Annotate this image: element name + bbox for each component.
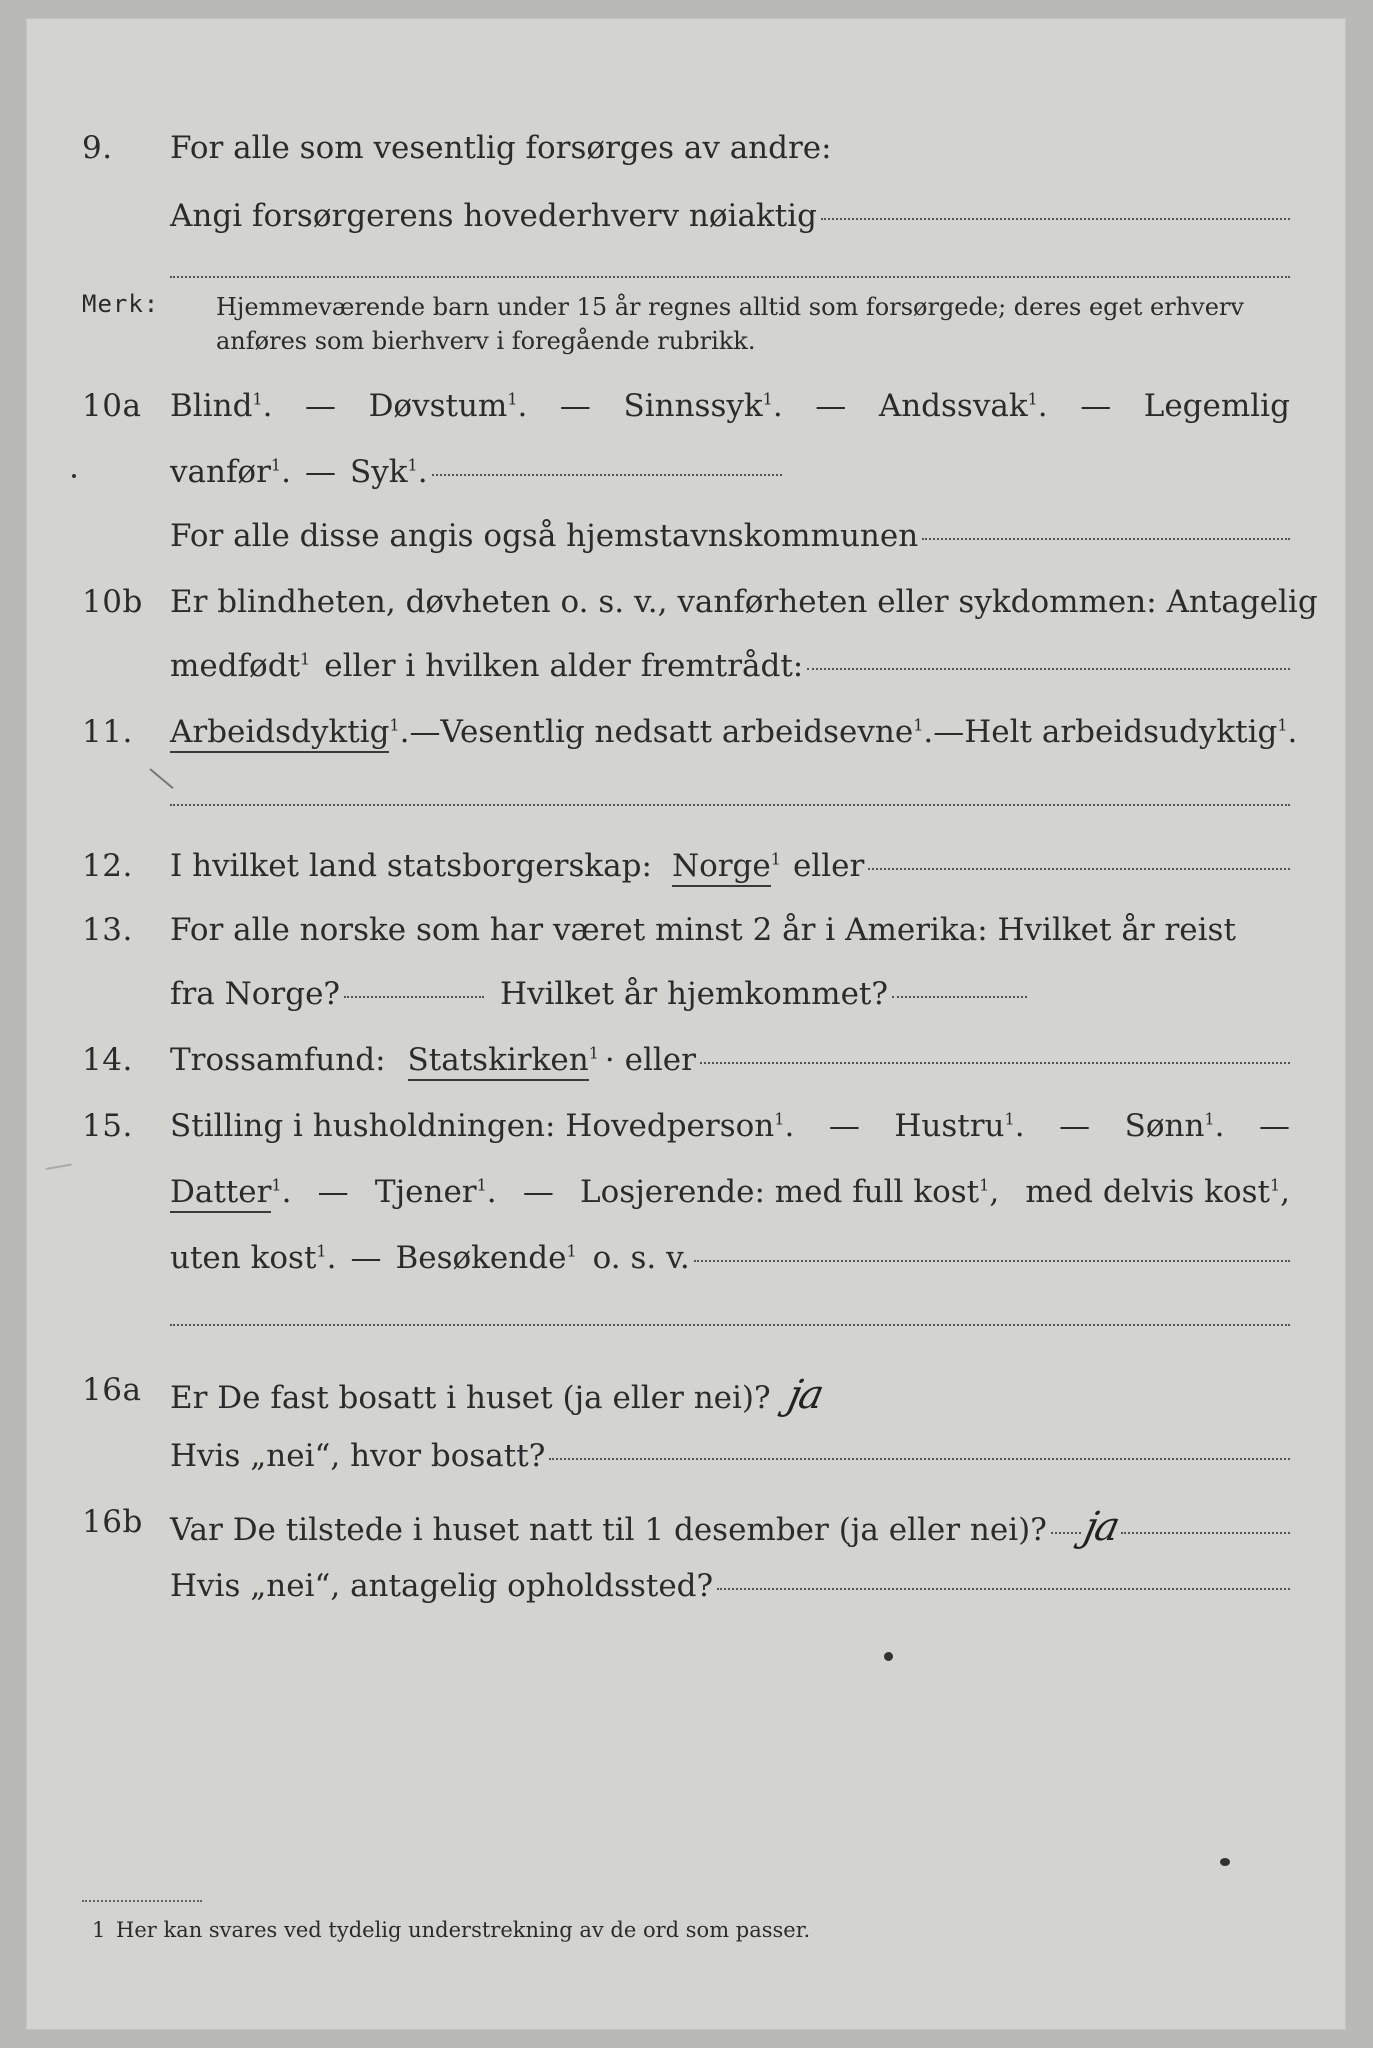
q10a-dash: — xyxy=(305,388,337,424)
q10b-number: 10b xyxy=(82,584,143,620)
q14-line xyxy=(170,1042,1290,1078)
q15-uten: uten kost$^1$. xyxy=(170,1240,337,1276)
q15-dash: — xyxy=(828,1108,860,1144)
q10b-rest: eller i hvilken alder fremtrådt: xyxy=(324,648,804,684)
q13-fra-norge: fra Norge? xyxy=(170,976,341,1012)
q10a-legemlig: Legemlig xyxy=(1143,388,1290,424)
q15-line1 xyxy=(170,1108,1290,1144)
q16b-line1 xyxy=(170,1504,1290,1550)
q16a-text2: Hvis „nei“, hvor bosatt? xyxy=(170,1438,546,1474)
q9-answer-field-extra[interactable] xyxy=(170,276,1290,278)
q16a-text1: Er De fast bosatt i huset (ja eller nei)? xyxy=(170,1380,771,1416)
q11-line xyxy=(170,714,1298,750)
q16b-answer-lead[interactable] xyxy=(1051,1532,1081,1534)
q12-norge: Norge$^1$ xyxy=(672,848,781,884)
q15-dash: — xyxy=(1258,1108,1290,1144)
q10a-dash: — xyxy=(1080,388,1112,424)
q9-text2: Angi forsørgerens hovederhverv nøiaktig xyxy=(170,198,817,234)
q16b-answer-tail[interactable] xyxy=(1121,1532,1290,1534)
q12-text: I hvilket land statsborgerskap: xyxy=(170,848,652,884)
q15-besokende: Besøkende$^1$ xyxy=(395,1240,577,1276)
q13-hjemkommet: Hvilket år hjemkommet? xyxy=(500,976,889,1012)
footnote-mark: 1 xyxy=(92,1918,106,1942)
q12-eller: eller xyxy=(792,848,865,884)
q16a-answer-field[interactable] xyxy=(549,1458,1290,1460)
q10a-dovstum: Døvstum$^1$. xyxy=(368,388,528,424)
q10b-line1: Er blindheten, døvheten o. s. v., vanførheten eller sykdommen: Antagelig xyxy=(170,584,1318,620)
q14-label: Trossamfund: xyxy=(170,1042,386,1078)
ink-speck xyxy=(1220,1858,1230,1866)
q15-hustru: Hustru$^1$. xyxy=(894,1108,1025,1144)
q15-number: 15. xyxy=(82,1108,133,1144)
q13-reist-field[interactable] xyxy=(344,996,484,998)
q13-number: 13. xyxy=(82,912,133,948)
q9-answer-field[interactable] xyxy=(821,218,1290,220)
q10a-dash: — xyxy=(815,388,847,424)
q16b-text2: Hvis „nei“, antagelig opholdssted? xyxy=(170,1568,714,1604)
pencil-mark xyxy=(149,768,173,789)
q10a-line2 xyxy=(170,454,1290,490)
q16b-text1: Var De tilstede i huset natt til 1 desember (ja eller nei)? xyxy=(170,1512,1047,1548)
q15-answer-field-extra[interactable] xyxy=(170,1324,1290,1326)
q15-osv: o. s. v. xyxy=(592,1240,690,1276)
q16a-line1 xyxy=(170,1372,1290,1418)
q9-text-line2 xyxy=(170,198,1290,234)
q10a-text3: For alle disse angis også hjemstavnskommunen xyxy=(170,518,919,554)
q14-statskirken: Statskirken$^1$ xyxy=(408,1042,599,1078)
q10a-line1 xyxy=(170,388,1290,424)
q11-answer-field[interactable] xyxy=(170,804,1290,806)
q12-line xyxy=(170,848,1290,884)
q10a-syk: Syk$^1$. xyxy=(349,454,428,490)
q10a-hjemstavn-field[interactable] xyxy=(922,538,1290,540)
q15-losjerende: Losjerende: med full kost$^1$, xyxy=(580,1174,1000,1210)
q16a-handwritten-answer[interactable]: ja xyxy=(783,1372,826,1418)
q10b-line2 xyxy=(170,648,1290,684)
q16a-line2 xyxy=(170,1438,1290,1474)
q16b-line2 xyxy=(170,1568,1290,1604)
q15-dash: — xyxy=(522,1174,554,1210)
q11-helt: Helt arbeidsudyktig$^1$. xyxy=(964,714,1298,750)
q12-answer-field[interactable] xyxy=(868,868,1290,870)
q9-number: 9. xyxy=(82,130,113,166)
merk-label: Merk: xyxy=(82,290,160,318)
q10a-vanfor: vanfør$^1$. xyxy=(170,454,291,490)
q10b-medfodt: medfødt$^1$ xyxy=(170,648,311,684)
q16b-answer-field[interactable] xyxy=(717,1588,1290,1590)
q12-number: 12. xyxy=(82,848,133,884)
q15-datter: Datter$^1$. xyxy=(170,1174,291,1210)
footnote xyxy=(92,1918,811,1942)
q15-hovedperson: Stilling i husholdningen: Hovedperson$^1$. xyxy=(170,1108,795,1144)
q13-line2 xyxy=(170,976,1290,1012)
q9-text-line1: For alle som vesentlig forsørges av andre: xyxy=(170,130,832,166)
q10a-dash: — xyxy=(559,388,591,424)
q15-dash: — xyxy=(317,1174,349,1210)
q10a-syk-field[interactable] xyxy=(432,474,782,476)
pencil-mark xyxy=(46,1164,72,1170)
footnote-rule xyxy=(82,1900,202,1902)
q14-answer-field[interactable] xyxy=(700,1062,1290,1064)
q10a-blind: Blind$^1$. xyxy=(170,388,273,424)
q15-line3 xyxy=(170,1240,1290,1276)
q15-delvis: med delvis kost$^1$, xyxy=(1025,1174,1290,1210)
merk-line1: Hjemmeværende barn under 15 år regnes alltid som forsørgede; deres eget erhverv xyxy=(216,293,1244,321)
q15-sonn: Sønn$^1$. xyxy=(1124,1108,1225,1144)
q11-dash: — xyxy=(409,714,441,750)
footnote-text: Her kan svares ved tydelig understrekning av de ord som passer. xyxy=(116,1918,811,1942)
q10a-sinnssyk: Sinnssyk$^1$. xyxy=(623,388,783,424)
q11-number: 11. xyxy=(82,714,133,750)
q10a-line3 xyxy=(170,518,1290,554)
q16b-number: 16b xyxy=(82,1504,143,1540)
census-form-page xyxy=(26,18,1346,2030)
q15-dash: — xyxy=(1059,1108,1091,1144)
q15-line2 xyxy=(170,1174,1290,1210)
q10b-answer-field[interactable] xyxy=(807,668,1290,670)
q10a-andssvak: Andssvak$^1$. xyxy=(878,388,1048,424)
q15-answer-field[interactable] xyxy=(694,1260,1290,1262)
q11-vesentlig: Vesentlig nedsatt arbeidsevne$^1$. xyxy=(440,714,934,750)
ink-speck xyxy=(884,1652,893,1661)
q11-dash: — xyxy=(933,714,965,750)
merk-line2: anføres som bierhverv i foregående rubrikk. xyxy=(216,327,756,355)
ink-speck xyxy=(72,474,76,478)
q13-line1: For alle norske som har været minst 2 år i Amerika: Hvilket år reist xyxy=(170,912,1236,948)
q16a-number: 16a xyxy=(82,1372,142,1408)
q13-hjemkommet-field[interactable] xyxy=(892,996,1027,998)
q14-number: 14. xyxy=(82,1042,133,1078)
q10a-number: 10a xyxy=(82,388,142,424)
q11-arbeidsdyktig: Arbeidsdyktig$^1$. xyxy=(170,714,409,750)
q14-eller: · eller xyxy=(604,1042,696,1078)
q10a-dash: — xyxy=(304,454,336,490)
q15-tjener: Tjener$^1$. xyxy=(374,1174,497,1210)
q15-dash: — xyxy=(350,1240,382,1276)
q16b-handwritten-answer[interactable]: ja xyxy=(1079,1504,1123,1550)
